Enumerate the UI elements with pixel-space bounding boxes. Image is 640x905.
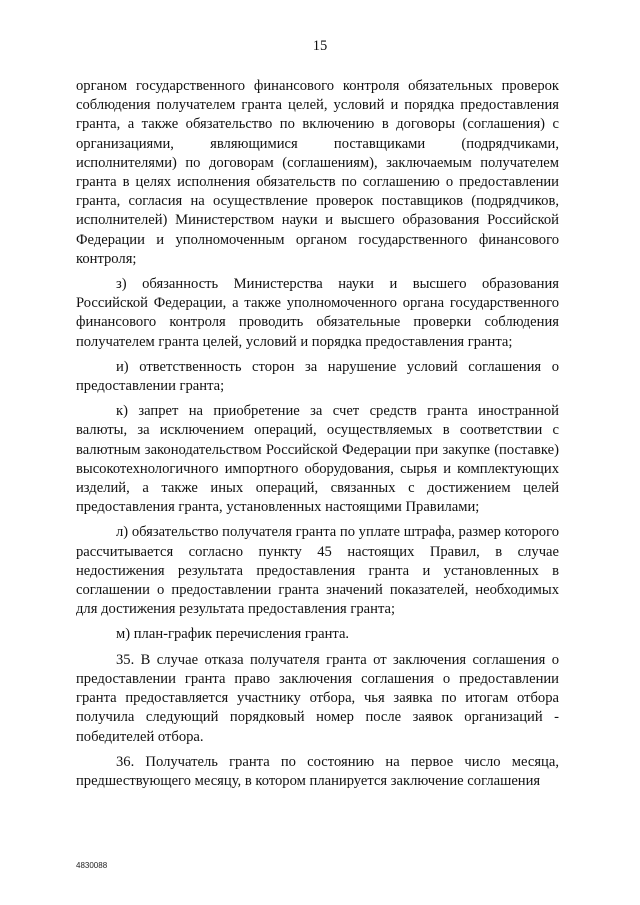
paragraph-item-z: з) обязанность Министерства науки и высшего образования Российской Федерации, а также уполномоченного органа государственного финансового контроля проводить обязательные проверки соблюдения получателем гранта целей, условий и порядка предоставления гранта; <box>76 276 559 350</box>
paragraph-item-l: л) обязательство получателя гранта по уплате штрафа, размер которого рассчитывается согласно пункту 45 настоящих Правил, в случае недостижения результата предоставления гранта и установленных в соглашении о предоставлении гранта значений показателей, необходимых для достижения результата предоставления гранта; <box>76 524 559 618</box>
document-body <box>76 77 559 797</box>
page-number: 15 <box>312 38 328 54</box>
paragraph-36: 36. Получатель гранта по состоянию на первое число месяца, предшествующего месяцу, в котором планируется заключение соглашения <box>76 753 559 789</box>
paragraph-item-i: и) ответственность сторон за нарушение условий соглашения о предоставлении гранта; <box>76 358 559 395</box>
paragraph-35: 35. В случае отказа получателя гранта от заключения соглашения о предоставлении гранта право заключения соглашения о предоставлении гранта предоставляется участнику отбора, чья заявка по итогам отбора получила следующий порядковый номер после заявок организаций - победителей отбора. <box>76 651 559 745</box>
paragraph-continuation: органом государственного финансового контроля обязательных проверок соблюдения получателем гранта целей, условий и порядка предоставления гранта, а также обязательство по включению в договоры (соглашения) с организациями, являющимися поставщиками (подрядчиками, исполнителями) по договорам (соглашениям), заключаемым получателем гранта в целях исполнения обязательств по соглашению о предоставлении гранта, согласия на осуществление проверок поставщиков (подрядчиков, исполнителей) Министерством науки и высшего образования Российской Федерации и уполномоченным органом государственного финансового контроля; <box>76 78 559 267</box>
paragraph-item-m: м) план-график перечисления гранта. <box>116 626 350 643</box>
document-code: 4830088 <box>76 861 108 870</box>
paragraph-item-k: к) запрет на приобретение за счет средств гранта иностранной валюты, за исключением операций, осуществляемых в соответствии с валютным законодательством Российской Федерации при закупке (поставке) высокотехнологичного импортного оборудования, сырья и комплектующих изделий, а также иных операций, связанных с достижением целей предоставления гранта, установленных настоящими Правилами; <box>76 403 559 516</box>
